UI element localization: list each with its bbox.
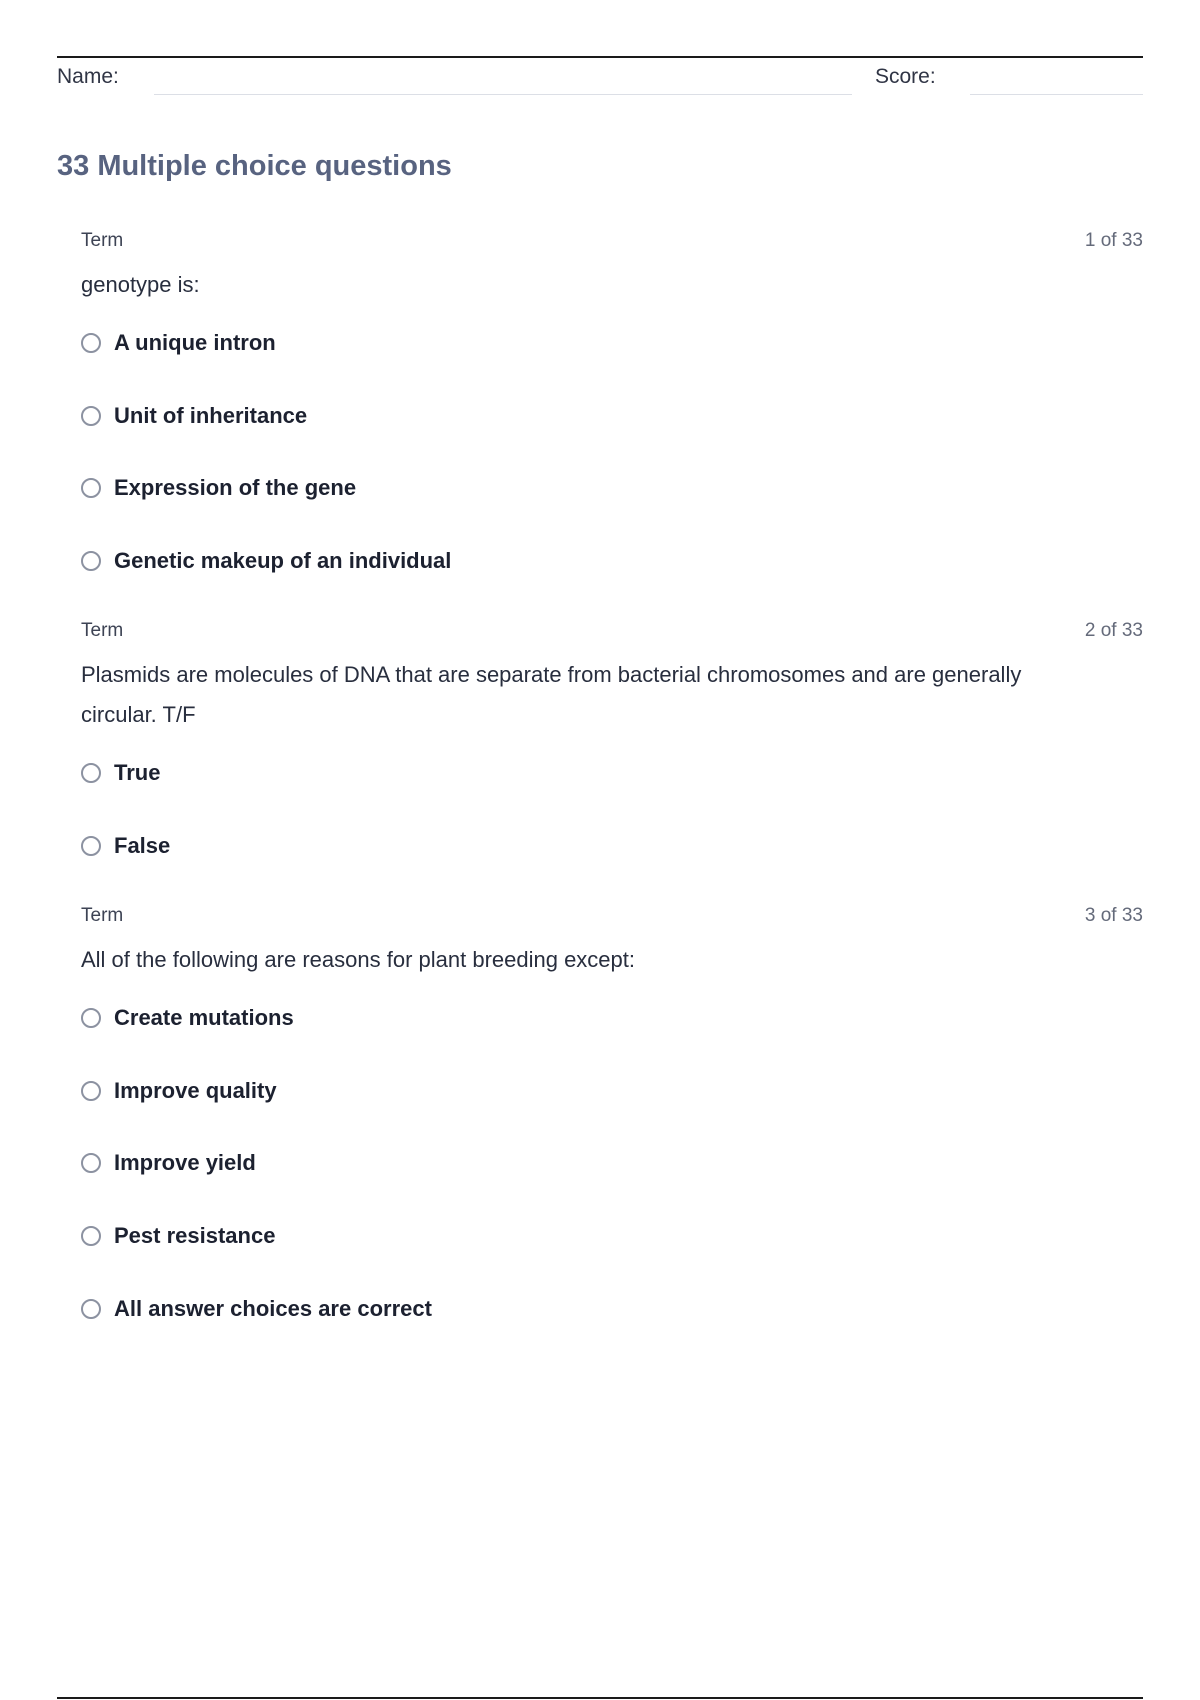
radio-button[interactable] bbox=[81, 478, 101, 498]
question-card bbox=[81, 229, 1143, 589]
score-label: Score: bbox=[875, 65, 936, 88]
answer-option[interactable] bbox=[81, 328, 276, 358]
radio-button[interactable] bbox=[81, 1299, 101, 1319]
answer-option[interactable] bbox=[81, 1148, 256, 1178]
option-label[interactable]: Expression of the gene bbox=[114, 475, 357, 500]
radio-button[interactable] bbox=[81, 836, 101, 856]
question-card bbox=[81, 619, 1143, 879]
radio-button[interactable] bbox=[81, 333, 101, 353]
option-label[interactable]: Pest resistance bbox=[114, 1223, 276, 1248]
section-title: 33 Multiple choice questions bbox=[57, 150, 452, 182]
answer-option[interactable] bbox=[81, 1221, 275, 1251]
radio-button[interactable] bbox=[81, 406, 101, 426]
top-rule bbox=[57, 56, 1143, 58]
question-card bbox=[81, 904, 1143, 1334]
option-label[interactable]: A unique intron bbox=[114, 330, 276, 355]
answer-option[interactable] bbox=[81, 473, 356, 503]
question-prompt: All of the following are reasons for plant breeding except: bbox=[81, 947, 635, 972]
radio-button[interactable] bbox=[81, 551, 101, 571]
score-field[interactable] bbox=[970, 94, 1143, 95]
answer-option[interactable] bbox=[81, 401, 307, 431]
term-label: Term bbox=[81, 620, 124, 641]
answer-option[interactable] bbox=[81, 546, 451, 576]
radio-button[interactable] bbox=[81, 1226, 101, 1246]
question-counter: 1 of 33 bbox=[1084, 230, 1143, 251]
radio-button[interactable] bbox=[81, 763, 101, 783]
radio-button[interactable] bbox=[81, 1153, 101, 1173]
question-counter: 2 of 33 bbox=[1084, 620, 1143, 641]
name-label: Name: bbox=[57, 65, 119, 88]
option-label[interactable]: True bbox=[114, 760, 161, 785]
radio-button[interactable] bbox=[81, 1008, 101, 1028]
radio-button[interactable] bbox=[81, 1081, 101, 1101]
option-label[interactable]: Unit of inheritance bbox=[114, 403, 308, 428]
answer-option[interactable] bbox=[81, 831, 170, 861]
option-label[interactable]: Create mutations bbox=[114, 1005, 294, 1030]
question-prompt: Plasmids are molecules of DNA that are separate from bacterial chromosomes and are generally circular. T/F bbox=[81, 662, 1022, 727]
term-label: Term bbox=[81, 905, 124, 926]
answer-option[interactable] bbox=[81, 1294, 432, 1324]
answer-option[interactable] bbox=[81, 1076, 277, 1106]
option-label[interactable]: Improve yield bbox=[114, 1150, 256, 1175]
name-field[interactable] bbox=[154, 94, 852, 95]
option-label[interactable]: Improve quality bbox=[114, 1078, 277, 1103]
bottom-rule bbox=[57, 1697, 1143, 1699]
question-counter: 3 of 33 bbox=[1084, 905, 1143, 926]
option-label[interactable]: Genetic makeup of an individual bbox=[114, 548, 452, 573]
option-label[interactable]: False bbox=[114, 833, 171, 858]
term-label: Term bbox=[81, 230, 124, 251]
answer-option[interactable] bbox=[81, 1003, 294, 1033]
option-label[interactable]: All answer choices are correct bbox=[114, 1296, 432, 1321]
answer-option[interactable] bbox=[81, 758, 160, 788]
worksheet-header bbox=[57, 64, 1143, 100]
question-prompt: genotype is: bbox=[81, 272, 200, 297]
